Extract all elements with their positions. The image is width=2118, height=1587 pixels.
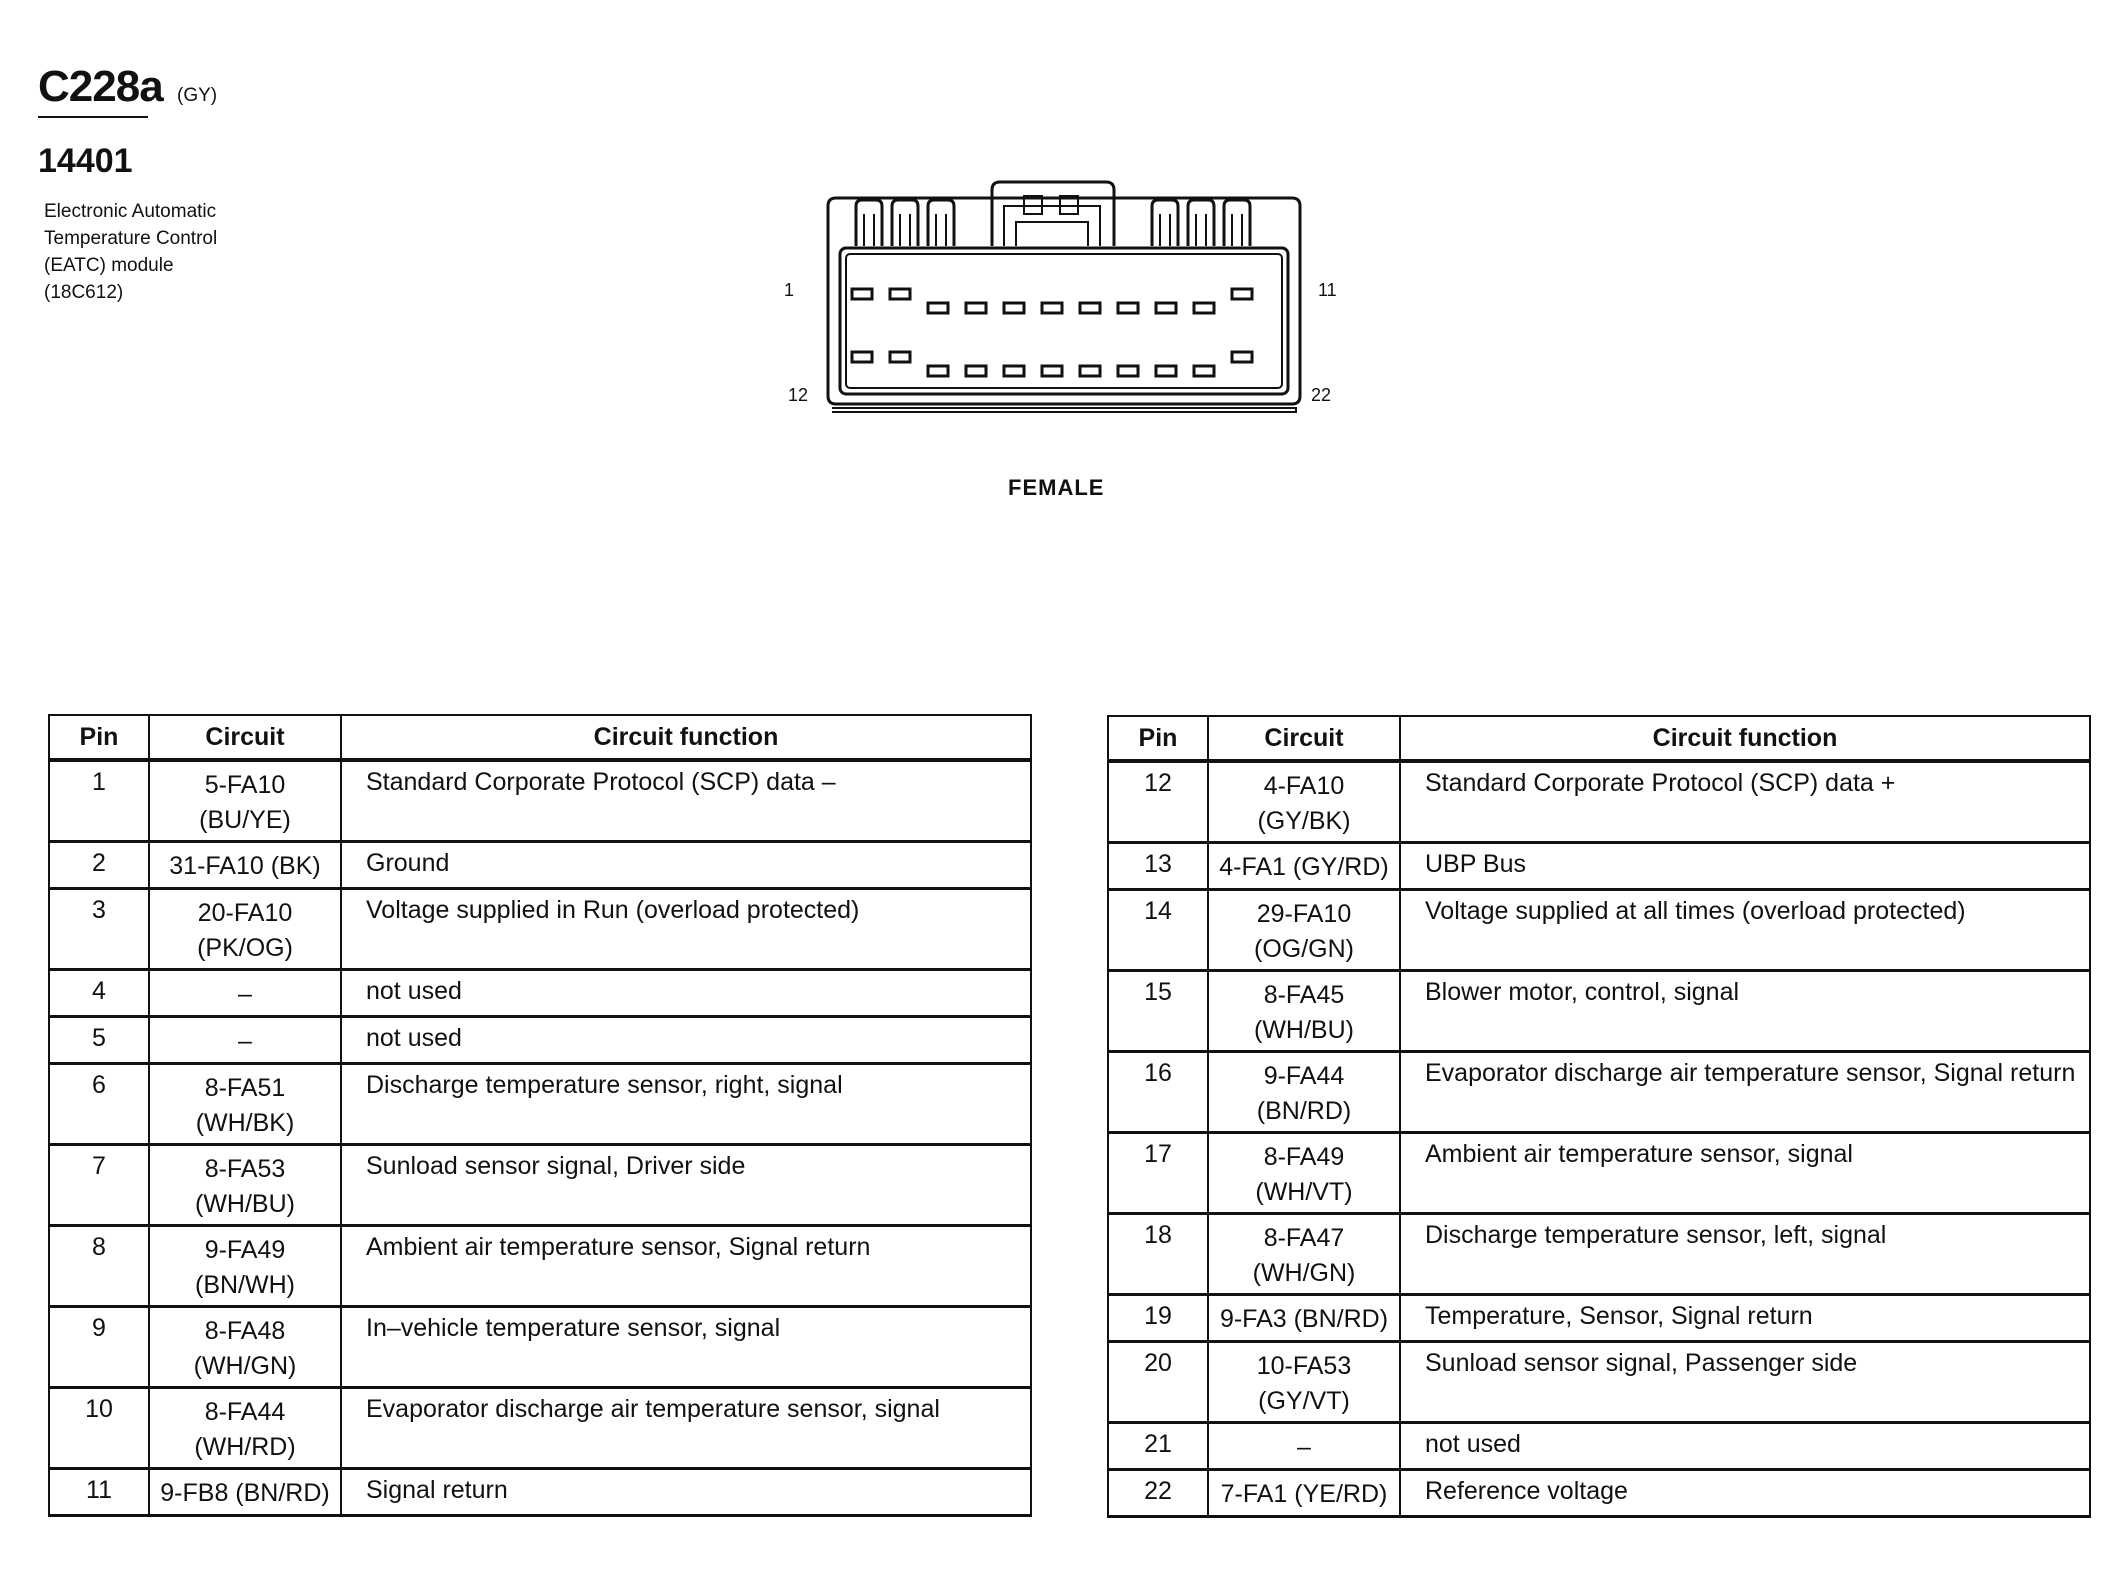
title-underline [38, 116, 148, 118]
table-row [49, 1226, 1031, 1307]
pin-number: 1 [49, 760, 149, 842]
circuit-function: Ground [341, 842, 1031, 889]
table-row [49, 970, 1031, 1017]
pin-number: 12 [1108, 761, 1208, 843]
pin-label-bottom-left: 12 [788, 385, 809, 405]
circuit-function: Standard Corporate Protocol (SCP) data + [1400, 761, 2090, 843]
circuit-line: 5-FA10 [204, 771, 286, 799]
circuit-line: (WH/GN) [193, 1352, 297, 1380]
circuit-cell [149, 889, 341, 970]
pin-number: 19 [1108, 1295, 1208, 1342]
circuit-function: Evaporator discharge air temperature sensor, Signal return [1400, 1052, 2090, 1133]
circuit-line: 9-FA44 [1263, 1062, 1345, 1090]
table-row [49, 1307, 1031, 1388]
connector-face-diagram [780, 170, 1320, 430]
circuit-line: 8-FA48 [204, 1317, 286, 1345]
circuit-cell [149, 1064, 341, 1145]
circuit-cell [149, 1388, 341, 1469]
circuit-line: 20-FA10 [197, 899, 293, 927]
circuit-cell [149, 1145, 341, 1226]
circuit-cell [1208, 761, 1400, 843]
table-row [1108, 971, 2090, 1052]
circuit-line: (OG/GN) [1254, 935, 1354, 963]
circuit-cell [149, 1469, 341, 1516]
circuit-line: – [238, 980, 252, 1008]
pin-number: 22 [1108, 1470, 1208, 1517]
circuit-function: not used [341, 970, 1031, 1017]
table-row [1108, 1423, 2090, 1470]
circuit-line: (GY/VT) [1258, 1387, 1350, 1415]
table-row [1108, 1052, 2090, 1133]
circuit-line: (PK/OG) [197, 934, 293, 962]
circuit-line: – [238, 1027, 252, 1055]
description-line: (18C612) [44, 282, 124, 303]
circuit-function: not used [341, 1017, 1031, 1064]
pin-label-top-right: 11 [1318, 280, 1337, 300]
table-row [1108, 1342, 2090, 1423]
circuit-cell [149, 1307, 341, 1388]
circuit-cell [1208, 890, 1400, 971]
circuit-function: Ambient air temperature sensor, signal [1400, 1133, 2090, 1214]
circuit-cell [1208, 1052, 1400, 1133]
circuit-cell [1208, 1295, 1400, 1342]
circuit-line: (BN/RD) [1256, 1097, 1352, 1125]
circuit-line: 8-FA49 [1263, 1143, 1345, 1171]
pin-number: 10 [49, 1388, 149, 1469]
circuit-function: Sunload sensor signal, Driver side [341, 1145, 1031, 1226]
table-row [1108, 1295, 2090, 1342]
circuit-cell [1208, 1133, 1400, 1214]
circuit-function: Signal return [341, 1469, 1031, 1516]
circuit-line: 10-FA53 [1256, 1352, 1352, 1380]
circuit-line: (WH/BU) [1254, 1016, 1354, 1044]
description-line: (EATC) module [44, 255, 174, 276]
circuit-function: Sunload sensor signal, Passenger side [1400, 1342, 2090, 1423]
circuit-line: 8-FA47 [1263, 1224, 1345, 1252]
circuit-line: (BU/YE) [199, 806, 291, 834]
circuit-line: (WH/GN) [1252, 1259, 1356, 1287]
circuit-function: Blower motor, control, signal [1400, 971, 2090, 1052]
circuit-line: 8-FA51 [204, 1074, 286, 1102]
circuit-line: 31-FA10 (BK) [169, 852, 321, 880]
connector-id: C228a [38, 62, 163, 111]
circuit-line: 9-FA49 [204, 1236, 286, 1264]
description-line: Temperature Control [44, 228, 218, 249]
component-description [44, 198, 217, 306]
table-row [49, 760, 1031, 842]
circuit-function: Evaporator discharge air temperature sensor, signal [341, 1388, 1031, 1469]
circuit-line: (WH/BK) [195, 1109, 295, 1137]
pin-number: 20 [1108, 1342, 1208, 1423]
circuit-cell [149, 760, 341, 842]
table-header-row [49, 715, 1031, 760]
circuit-function: UBP Bus [1400, 843, 2090, 890]
circuit-line: 7-FA1 (YE/RD) [1220, 1480, 1388, 1508]
description-line: Electronic Automatic [44, 201, 217, 222]
circuit-line: 4-FA10 [1263, 772, 1345, 800]
circuit-cell [149, 842, 341, 889]
header-function: Circuit function [1400, 716, 2090, 761]
circuit-cell [1208, 1423, 1400, 1470]
circuit-cell [149, 1017, 341, 1064]
table-row [49, 1017, 1031, 1064]
table-row [49, 889, 1031, 970]
table-row [1108, 1214, 2090, 1295]
circuit-line: (WH/RD) [194, 1433, 296, 1461]
table-row [49, 1145, 1031, 1226]
table-row [1108, 1470, 2090, 1517]
pinout-rows [49, 760, 1031, 1516]
circuit-line: (WH/VT) [1255, 1178, 1353, 1206]
connector-gender-label: FEMALE [1008, 475, 1105, 500]
pin-number: 7 [49, 1145, 149, 1226]
circuit-line: 8-FA53 [204, 1155, 286, 1183]
pinout-table-left [48, 714, 1032, 1517]
table-row [1108, 890, 2090, 971]
table-row [1108, 761, 2090, 843]
circuit-line: 29-FA10 [1256, 900, 1352, 928]
circuit-line: – [1297, 1433, 1311, 1461]
circuit-line: (BN/WH) [195, 1271, 295, 1299]
circuit-function: Discharge temperature sensor, right, signal [341, 1064, 1031, 1145]
table-row [1108, 843, 2090, 890]
pin-number: 5 [49, 1017, 149, 1064]
circuit-cell [1208, 1214, 1400, 1295]
pinout-table-right [1107, 715, 2091, 1518]
pinout-rows [1108, 761, 2090, 1517]
circuit-line: 4-FA1 (GY/RD) [1219, 853, 1389, 881]
connector-color-code: (GY) [177, 85, 218, 106]
pin-number: 8 [49, 1226, 149, 1307]
circuit-cell [149, 970, 341, 1017]
header-function: Circuit function [341, 715, 1031, 760]
pin-label-top-left: 1 [784, 280, 795, 300]
table-row [1108, 1133, 2090, 1214]
circuit-function: Reference voltage [1400, 1470, 2090, 1517]
circuit-cell [1208, 1342, 1400, 1423]
table-row [49, 842, 1031, 889]
circuit-function: Temperature, Sensor, Signal return [1400, 1295, 2090, 1342]
circuit-line: 8-FA44 [204, 1398, 286, 1426]
circuit-line: 8-FA45 [1263, 981, 1345, 1009]
circuit-function: not used [1400, 1423, 2090, 1470]
pin-number: 2 [49, 842, 149, 889]
circuit-cell [1208, 1470, 1400, 1517]
pin-number: 16 [1108, 1052, 1208, 1133]
pin-number: 15 [1108, 971, 1208, 1052]
circuit-function: Voltage supplied in Run (overload protected) [341, 889, 1031, 970]
circuit-line: 9-FB8 (BN/RD) [160, 1479, 330, 1507]
header-circuit: Circuit [149, 715, 341, 760]
circuit-cell [1208, 843, 1400, 890]
circuit-line: 9-FA3 (BN/RD) [1219, 1305, 1389, 1333]
pin-number: 13 [1108, 843, 1208, 890]
circuit-cell [1208, 971, 1400, 1052]
pin-number: 18 [1108, 1214, 1208, 1295]
table-row [49, 1469, 1031, 1516]
table-row [49, 1388, 1031, 1469]
circuit-function: Discharge temperature sensor, left, signal [1400, 1214, 2090, 1295]
header-pin: Pin [1108, 716, 1208, 761]
circuit-line: (GY/BK) [1257, 807, 1351, 835]
pin-number: 17 [1108, 1133, 1208, 1214]
pin-number: 6 [49, 1064, 149, 1145]
part-number: 14401 [38, 142, 133, 180]
pin-label-bottom-right: 22 [1311, 385, 1332, 405]
pin-number: 21 [1108, 1423, 1208, 1470]
circuit-function: Voltage supplied at all times (overload protected) [1400, 890, 2090, 971]
header-circuit: Circuit [1208, 716, 1400, 761]
circuit-function: In–vehicle temperature sensor, signal [341, 1307, 1031, 1388]
pin-number: 3 [49, 889, 149, 970]
pin-number: 14 [1108, 890, 1208, 971]
circuit-function: Standard Corporate Protocol (SCP) data – [341, 760, 1031, 842]
table-row [49, 1064, 1031, 1145]
circuit-line: (WH/BU) [195, 1190, 295, 1218]
pin-number: 11 [49, 1469, 149, 1516]
pin-number: 4 [49, 970, 149, 1017]
table-header-row [1108, 716, 2090, 761]
pin-number: 9 [49, 1307, 149, 1388]
circuit-function: Ambient air temperature sensor, Signal return [341, 1226, 1031, 1307]
circuit-cell [149, 1226, 341, 1307]
header-pin: Pin [49, 715, 149, 760]
